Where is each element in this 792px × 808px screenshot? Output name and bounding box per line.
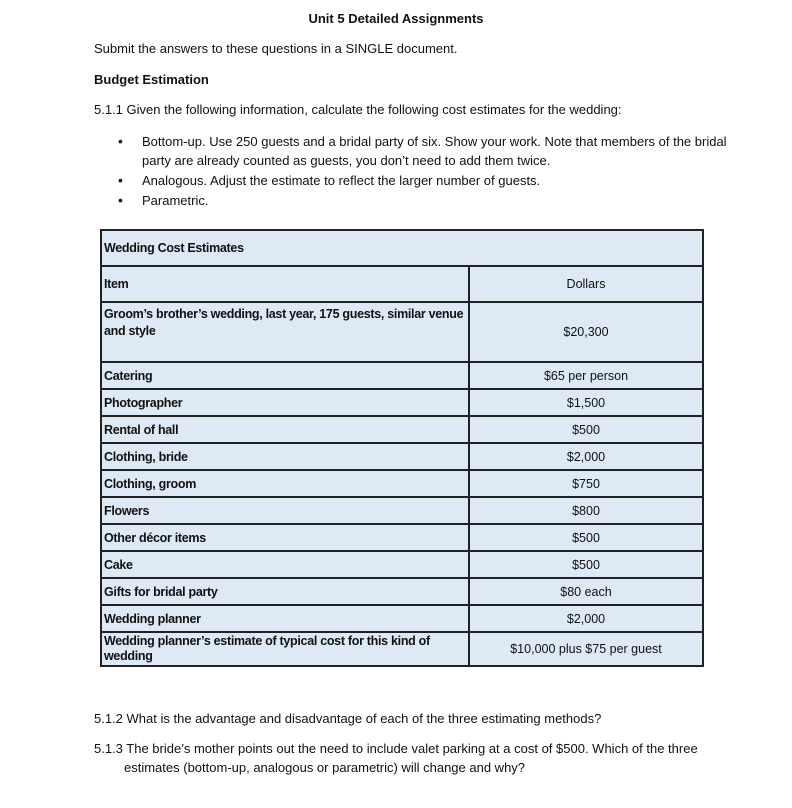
dollars-cell: $750 — [469, 470, 703, 497]
table-row: Groom’s brother’s wedding, last year, 175 guests, similar venue and style $20,300 — [101, 302, 703, 362]
item-cell: Catering — [101, 362, 469, 389]
dollars-cell: $80 each — [469, 578, 703, 605]
table-row — [101, 443, 703, 470]
item-cell: Clothing, groom — [101, 470, 469, 497]
table-row — [101, 551, 703, 578]
item-cell: Wedding planner — [101, 605, 469, 632]
dollars-cell: $2,000 — [469, 605, 703, 632]
question-5-1-2: 5.1.2 What is the advantage and disadvantage of each of the three estimating methods? — [94, 711, 602, 726]
table-row — [101, 497, 703, 524]
table-row — [101, 578, 703, 605]
estimate-list — [118, 132, 728, 211]
question-5-1-3: 5.1.3 The bride’s mother points out the need to include valet parking at a cost of $500. Which of the three estimates (bottom-up, analogous or parametric) will change and why? — [94, 741, 698, 775]
list-item: • Parametric. — [118, 191, 728, 210]
table-row — [101, 389, 703, 416]
wedding-cost-table — [100, 229, 704, 667]
table-row — [101, 524, 703, 551]
item-cell: Wedding planner’s estimate of typical cost for this kind of wedding — [101, 632, 469, 666]
dollars-cell: $500 — [469, 524, 703, 551]
header-dollars: Dollars — [469, 266, 703, 302]
table-row — [101, 362, 703, 389]
table-row — [101, 632, 703, 666]
table-row — [101, 605, 703, 632]
question-5-1-1: 5.1.1 Given the following information, calculate the following cost estimates for the wedding: — [94, 102, 622, 117]
item-cell: Rental of hall — [101, 416, 469, 443]
item-cell: Photographer — [101, 389, 469, 416]
table-caption: Wedding Cost Estimates — [101, 230, 703, 266]
list-item: • Analogous. Adjust the estimate to reflect the larger number of guests. — [118, 171, 728, 190]
document-title: Unit 5 Detailed Assignments — [308, 11, 484, 26]
item-cell: Cake — [101, 551, 469, 578]
intro-text: Submit the answers to these questions in a SINGLE document. — [94, 41, 458, 56]
dollars-cell: $65 per person — [469, 362, 703, 389]
dollars-cell: $800 — [469, 497, 703, 524]
item-cell: Gifts for bridal party — [101, 578, 469, 605]
item-cell: Flowers — [101, 497, 469, 524]
list-item: • Bottom-up. Use 250 guests and a bridal party of six. Show your work. Note that members of the bridal party are already counted as guests, you don’t need to add them twice. — [118, 132, 728, 170]
dollars-cell: $2,000 — [469, 443, 703, 470]
item-cell: Clothing, bride — [101, 443, 469, 470]
dollars-cell: $500 — [469, 551, 703, 578]
table-row — [101, 470, 703, 497]
table-row — [101, 416, 703, 443]
dollars-cell: $10,000 plus $75 per guest — [469, 632, 703, 666]
dollars-cell: $1,500 — [469, 389, 703, 416]
header-item: Item — [101, 266, 469, 302]
dollars-cell: $500 — [469, 416, 703, 443]
item-cell: Other décor items — [101, 524, 469, 551]
section-heading: Budget Estimation — [94, 72, 209, 87]
